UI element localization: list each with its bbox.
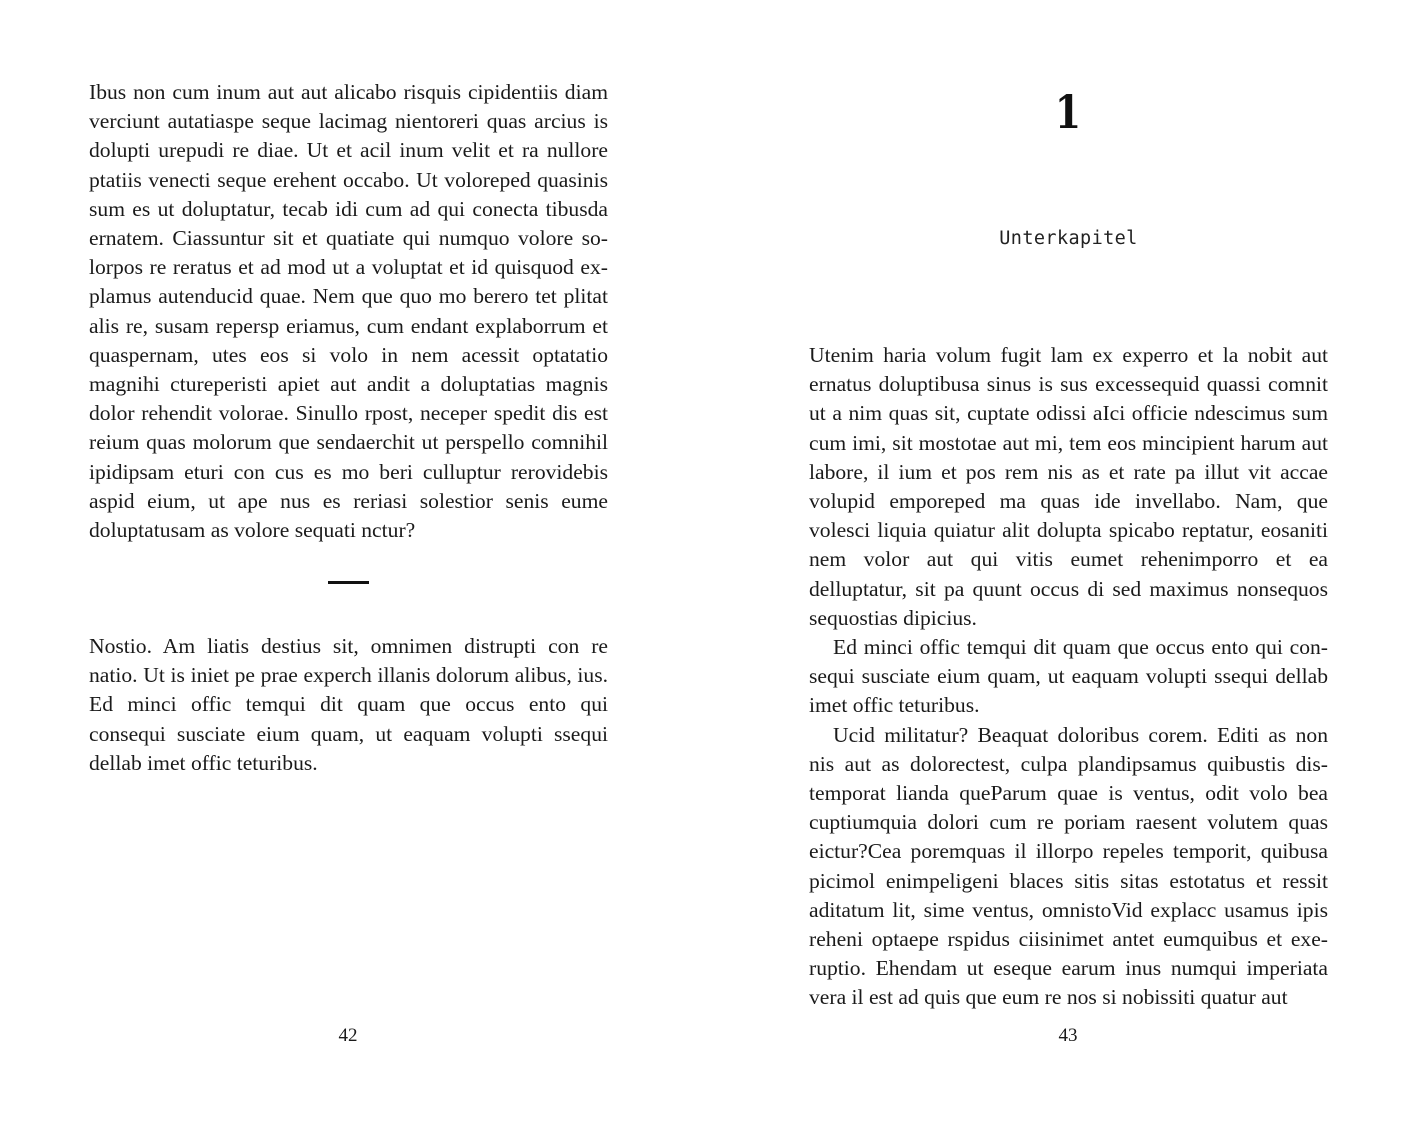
paragraph: Ibus non cum inum aut aut alicabo risquis cipidentiis diam verciunt autatiaspe seque lacimag nientoreri quas arcius is dolupti urepudi re diae. Ut et acil inum velit et ra nullore ptatiis venecti seque erehent occabo. Ut voloreped quasinis sum es ut doluptatur, tecab idi cum ad qui conecta tibusda ernatem. Ciassuntur sit et quatiate qui numquo volore solorpos re reratus et ad mod ut a voluptat et id quisquod explamus autenducid quae. Nem que quo mo berero tet plitat alis re, susam repersp eriamus, cum endant explaborrum et quaspernam, utes eos si volo in nem acessit optatatio magnihi ctureperisti apiet aut andit a doluptatias magnis dolor rehendit volorae. Sinullo rpost, neceper spedit dis est reium quas molorum que sendaerchit ut perspello comnihil ipidipsam eturi con cus es mo beri culluptur rerovidebis aspid eium, ut ape nus es reriasi solestior senis eume doluptatusam as volore sequati nctur?: [89, 80, 608, 543]
paragraph: Ed minci offic temqui dit quam que occus ento qui consequi susciate eium quam, ut eaquam volupti ssequi dellab imet offic teturibus.: [809, 635, 1328, 718]
subchapter-title: Unterkapitel: [999, 228, 1138, 249]
right-page: [709, 0, 1417, 1122]
paragraph: Utenim haria volum fugit lam ex experro et la nobit aut ernatus doluptibusa sinus is sus excessequid quassi comnit ut a nim quas sit, cuptate odissi aIci officie ndescimus sum cum imi, sit mostotae aut mi, tem eos mincipient harum aut labore, il ium et pos rem nis as et rate pa illut vit accae volupid emporeped ma quas ide invellabo. Nam, que volesci liquia quiatur alit dolupta spicabo reptatur, eosaniti nem volor aut qui vitis eumet rehenimporro et ea delluptatur, sit pa quunt occus di sed maximus nonsequos sequostias dipicius.: [809, 343, 1328, 630]
body-text-block: [809, 341, 1328, 1013]
left-page: [0, 0, 708, 1122]
paragraph: Nostio. Am liatis destius sit, omnimen distrupti con re natio. Ut is iniet pe prae experch illanis dolorum alibus, ius. Ed minci offic temqui dit quam que occus ento qui consequi susciate eium quam, ut eaquam volupti ssequi dellab imet offic teturibus.: [89, 634, 608, 775]
body-text-block: [89, 632, 608, 778]
chapter-number: [709, 84, 1417, 140]
page-number: 43: [1058, 1025, 1078, 1046]
paragraph: Ucid militatur? Beaquat doloribus corem. Editi as non nis aut as dolorectest, culpa plandipsamus quibustis distemporat lianda queParum quae is ventus, odit volo bea cuptiumquia dolori cum re poriam raesent volutem quas eictur?Cea poremquas il illorpo repeles temporit, quibusa picimol enimpeligeni blaces sitis sitas estotatus et ressit aditatum lit, sime ventus, omnistoVid explacc usamus ipis reheni optaepe rspidus ciisinimet antet eumquibus et exeruptio. Ehendam ut eseque earum inus numqui imperiata vera il est ad quis que eum re nos si nobissiti quatur aut: [809, 722, 1328, 1010]
chapter-number-text: 1: [1055, 85, 1082, 139]
section-break-rule: [328, 581, 369, 584]
body-text-block: [89, 78, 608, 545]
page-number: 42: [338, 1025, 358, 1046]
